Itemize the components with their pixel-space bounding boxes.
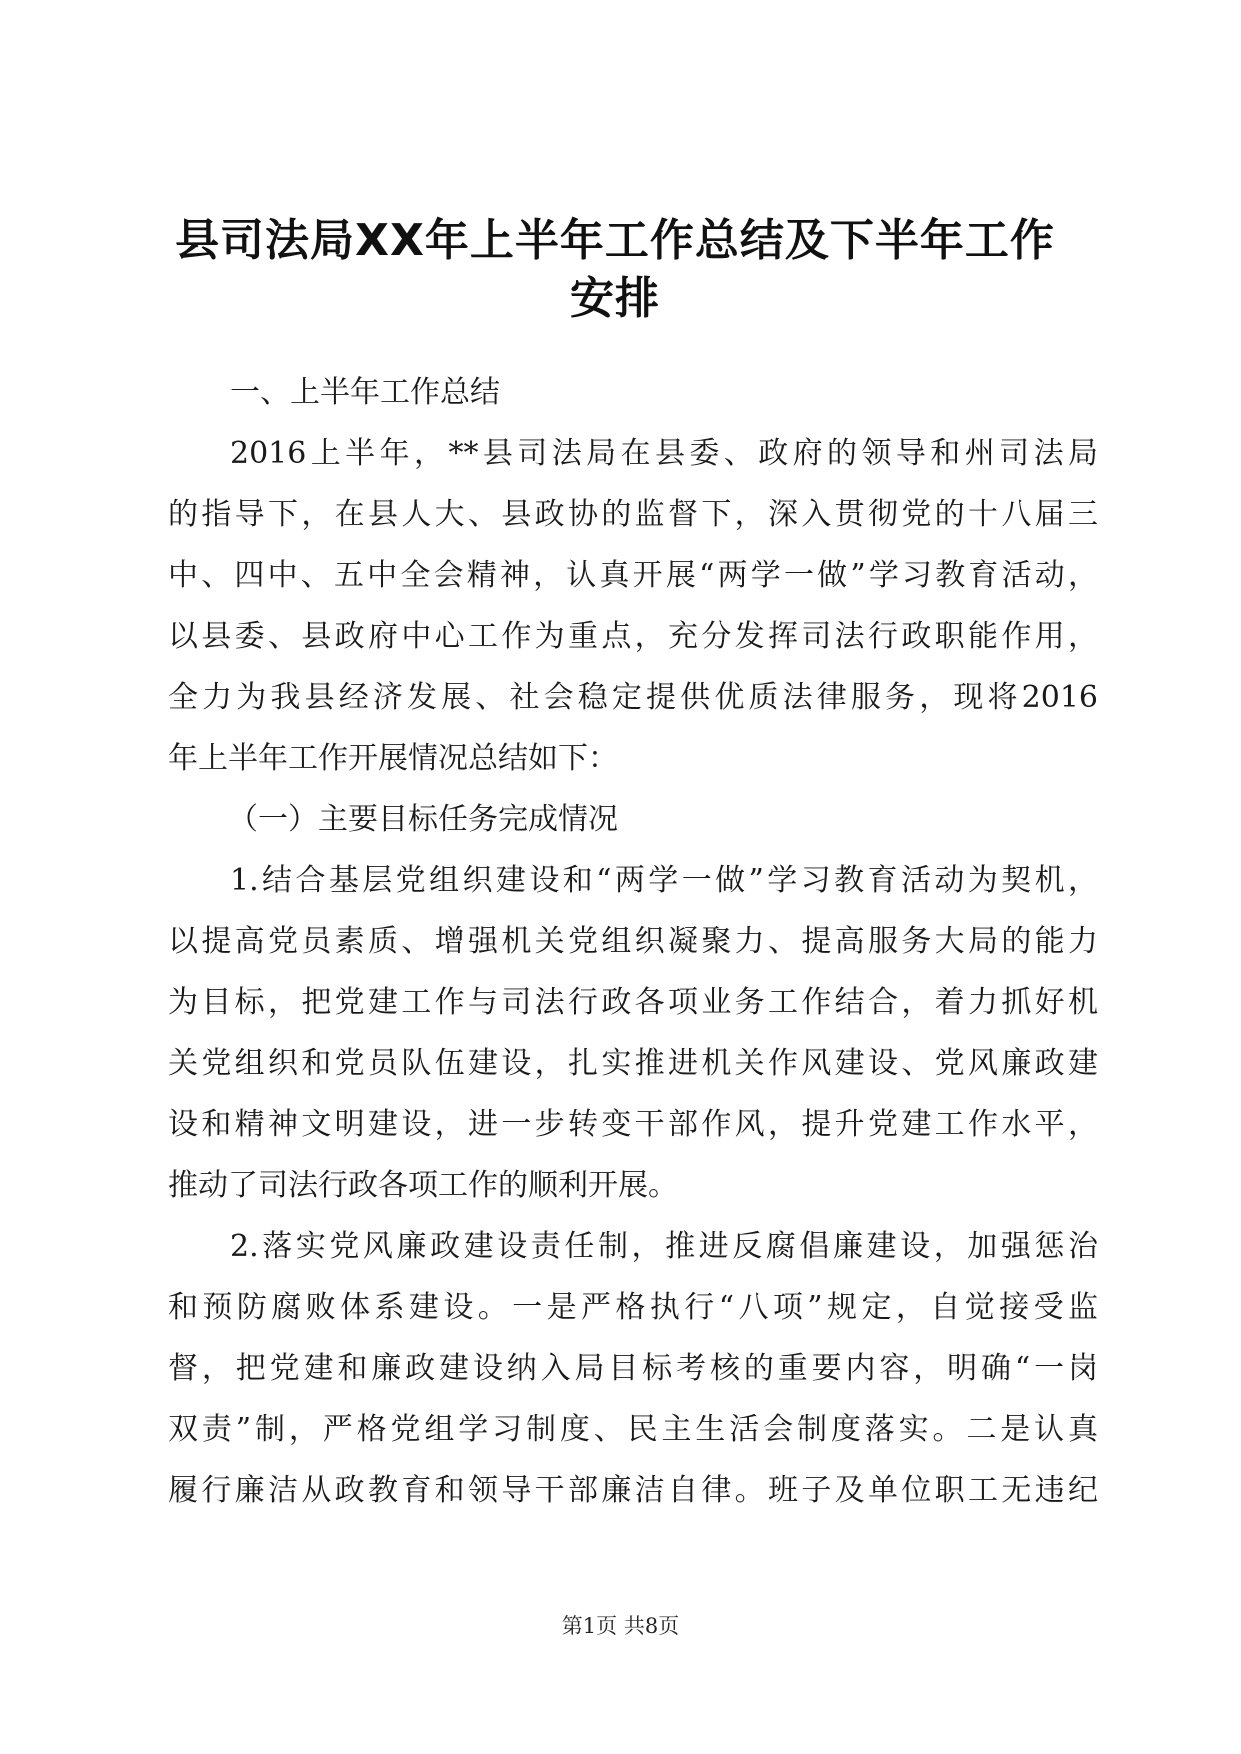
paragraph-line: 设和精神文明建设，进一步转变干部作风，提升党建工作水平， xyxy=(168,1107,1098,1142)
paragraph-line: 履行廉洁从政教育和领导干部廉洁自律。班子及单位职工无违纪 xyxy=(168,1473,1098,1508)
paragraph-line: 以县委、县政府中心工作为重点，充分发挥司法行政职能作用， xyxy=(168,619,1098,654)
page-number-footer: 第1页 共8页 xyxy=(561,1614,680,1638)
paragraph-line: 的指导下，在县人大、县政协的监督下，深入贯彻党的十八届三 xyxy=(168,497,1098,532)
paragraph-line: 督，把党建和廉政建设纳入局目标考核的重要内容，明确“一岗 xyxy=(168,1351,1098,1386)
paragraph-line: 2.落实党风廉政建设责任制，推进反腐倡廉建设，加强惩治 xyxy=(230,1229,1098,1264)
title-line: 安排 xyxy=(570,273,660,324)
paragraph-line: 双责”制，严格党组学习制度、民主生活会制度落实。二是认真 xyxy=(168,1412,1098,1447)
paragraph-line: 年上半年工作开展情况总结如下： xyxy=(168,741,618,776)
paragraph-line: 为目标，把党建工作与司法行政各项业务工作结合，着力抓好机 xyxy=(168,985,1098,1020)
section-heading: 一、上半年工作总结 xyxy=(230,375,500,410)
paragraph-line: 和预防腐败体系建设。一是严格执行“八项”规定，自觉接受监 xyxy=(168,1290,1098,1325)
paragraph-line: 推动了司法行政各项工作的顺利开展。 xyxy=(168,1168,678,1203)
document-title xyxy=(150,212,1080,328)
paragraph-line: 以提高党员素质、增强机关党组织凝聚力、提高服务大局的能力 xyxy=(168,924,1098,959)
paragraph-line: 全力为我县经济发展、社会稳定提供优质法律服务，现将2016 xyxy=(168,680,1098,715)
paragraph-line: 关党组织和党员队伍建设，扎实推进机关作风建设、党风廉政建 xyxy=(168,1046,1098,1081)
title-line: 县司法局XX年上半年工作总结及下半年工作 xyxy=(175,215,1055,266)
document-body xyxy=(168,362,1098,1521)
paragraph-line: 中、四中、五中全会精神，认真开展“两学一做”学习教育活动， xyxy=(168,558,1098,593)
paragraph-line: 2016上半年，**县司法局在县委、政府的领导和州司法局 xyxy=(230,436,1098,471)
subsection-heading: （一）主要目标任务完成情况 xyxy=(228,802,618,837)
paragraph-line: 1.结合基层党组织建设和“两学一做”学习教育活动为契机， xyxy=(230,863,1098,898)
